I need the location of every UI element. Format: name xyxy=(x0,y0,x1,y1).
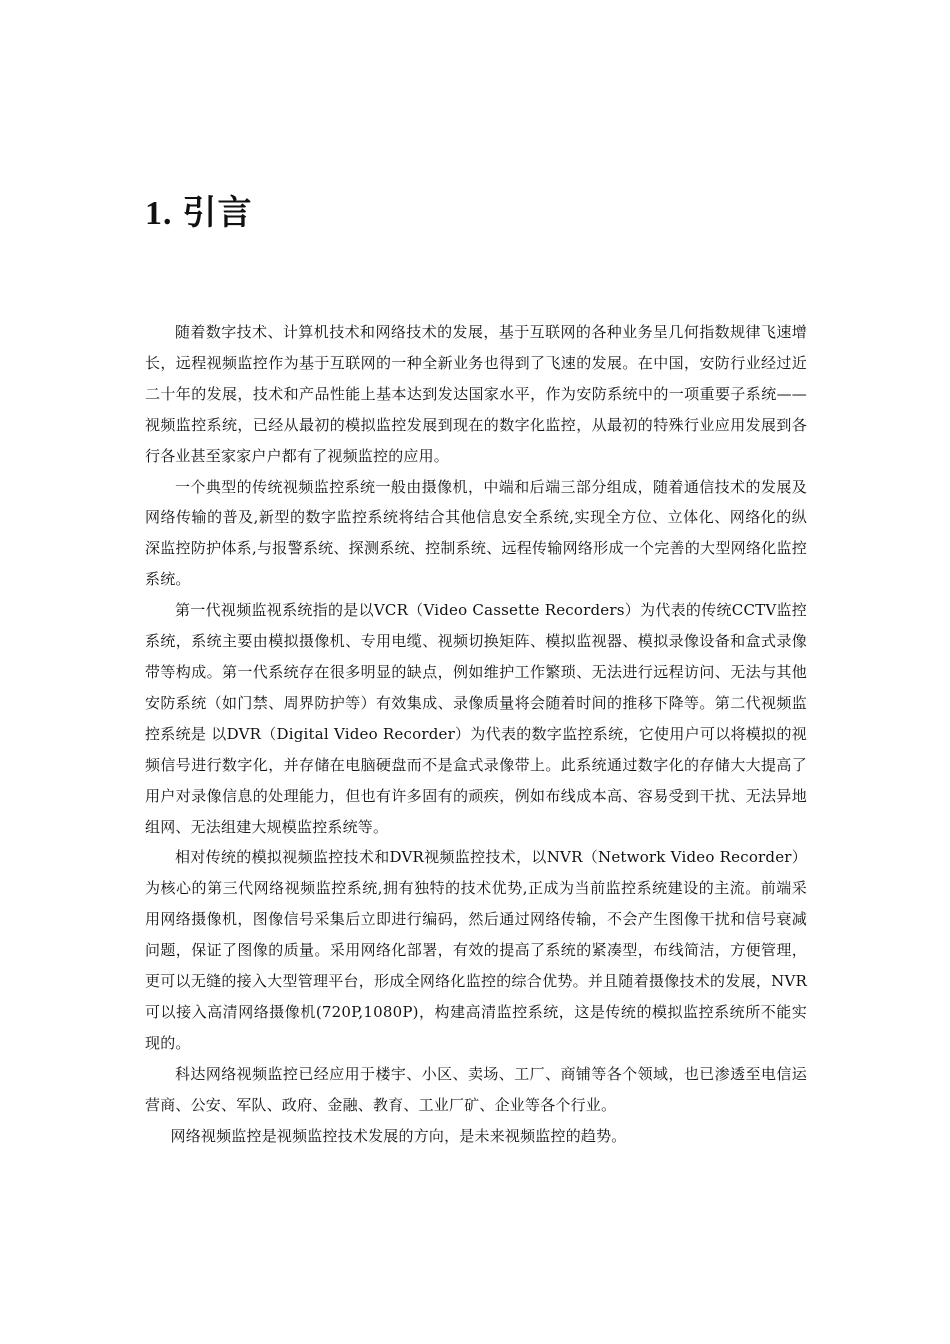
section-number: 1. xyxy=(145,195,173,232)
section-title: 引言 xyxy=(182,193,253,233)
paragraph-application-fields: 科达网络视频监控已经应用于楼宇、小区、卖场、工厂、商铺等各个领域，也已渗透至电信运营商、公安、军队、政府、金融、教育、工业厂矿、企业等各个行业。 xyxy=(145,1064,807,1114)
section-heading xyxy=(145,193,253,233)
paragraph-third-generation: 相对传统的模拟视频监控技术和DVR视频监控技术，以NVR（Network Video Recorder）为核心的第三代网络视频监控系统,拥有独特的技术优势,正成为当前监控系统建设的主流。前端采用网络摄像机，图像信号采集后立即进行编码，然后通过网络传输，不会产生图像干扰和信号衰减问题，保证了图像的质量。采用网络化部署，有效的提高了系统的紧凑型，布线简洁，方便管理，更可以无缝的接入大型管理平台，形成全网络化监控的综合优势。并且随着摄像技术的发展，NVR可以接入高清网络摄像机(720P,1080P)，构建高清监控系统，这是传统的模拟监控系统所不能实现的。 xyxy=(145,848,807,1052)
paragraph-first-second-generation: 第一代视频监视系统指的是以VCR（Video Cassette Recorders）为代表的传统CCTV监控系统，系统主要由模拟摄像机、专用电缆、视频切换矩阵、模拟监视器、模拟录像设备和盒式录像带等构成。第一代系统存在很多明显的缺点，例如维护工作繁琐、无法进行远程访问、无法与其他安防系统（如门禁、周界防护等）有效集成、录像质量将会随着时间的推移下降等。第二代视频监控系统是 以DVR（Digital Video Recorder）为代表的数字监控系统，它使用户可以将模拟的视频信号进行数字化，并存储在电脑硬盘而不是盒式录像带上。此系统通过数字化的存储大大提高了用户对录像信息的处理能力，但也有许多固有的顽疾，例如布线成本高、容易受到干扰、无法异地组网、无法组建大规模监控系统等。 xyxy=(145,601,807,836)
paragraph-intro: 随着数字技术、计算机技术和网络技术的发展，基于互联网的各种业务呈几何指数规律飞速增长，远程视频监控作为基于互联网的一种全新业务也得到了飞速的发展。在中国，安防行业经过近二十年的发展，技术和产品性能上基本达到发达国家水平，作为安防系统中的一项重要子系统——视频监控系统，已经从最初的模拟监控发展到现在的数字化监控，从最初的特殊行业应用发展到各行各业甚至家家户户都有了视频监控的应用。 xyxy=(145,323,807,465)
body-text xyxy=(145,317,807,1151)
paragraph-traditional-system: 一个典型的传统视频监控系统一般由摄像机，中端和后端三部分组成，随着通信技术的发展及网络传输的普及,新型的数字监控系统将结合其他信息安全系统,实现全方位、立体化、网络化的纵深监控防护体系,与报警系统、探测系统、控制系统、远程传输网络形成一个完善的大型网络化监控系统。 xyxy=(145,477,807,589)
paragraph-conclusion: 网络视频监控是视频监控技术发展的方向，是未来视频监控的趋势。 xyxy=(170,1126,627,1145)
